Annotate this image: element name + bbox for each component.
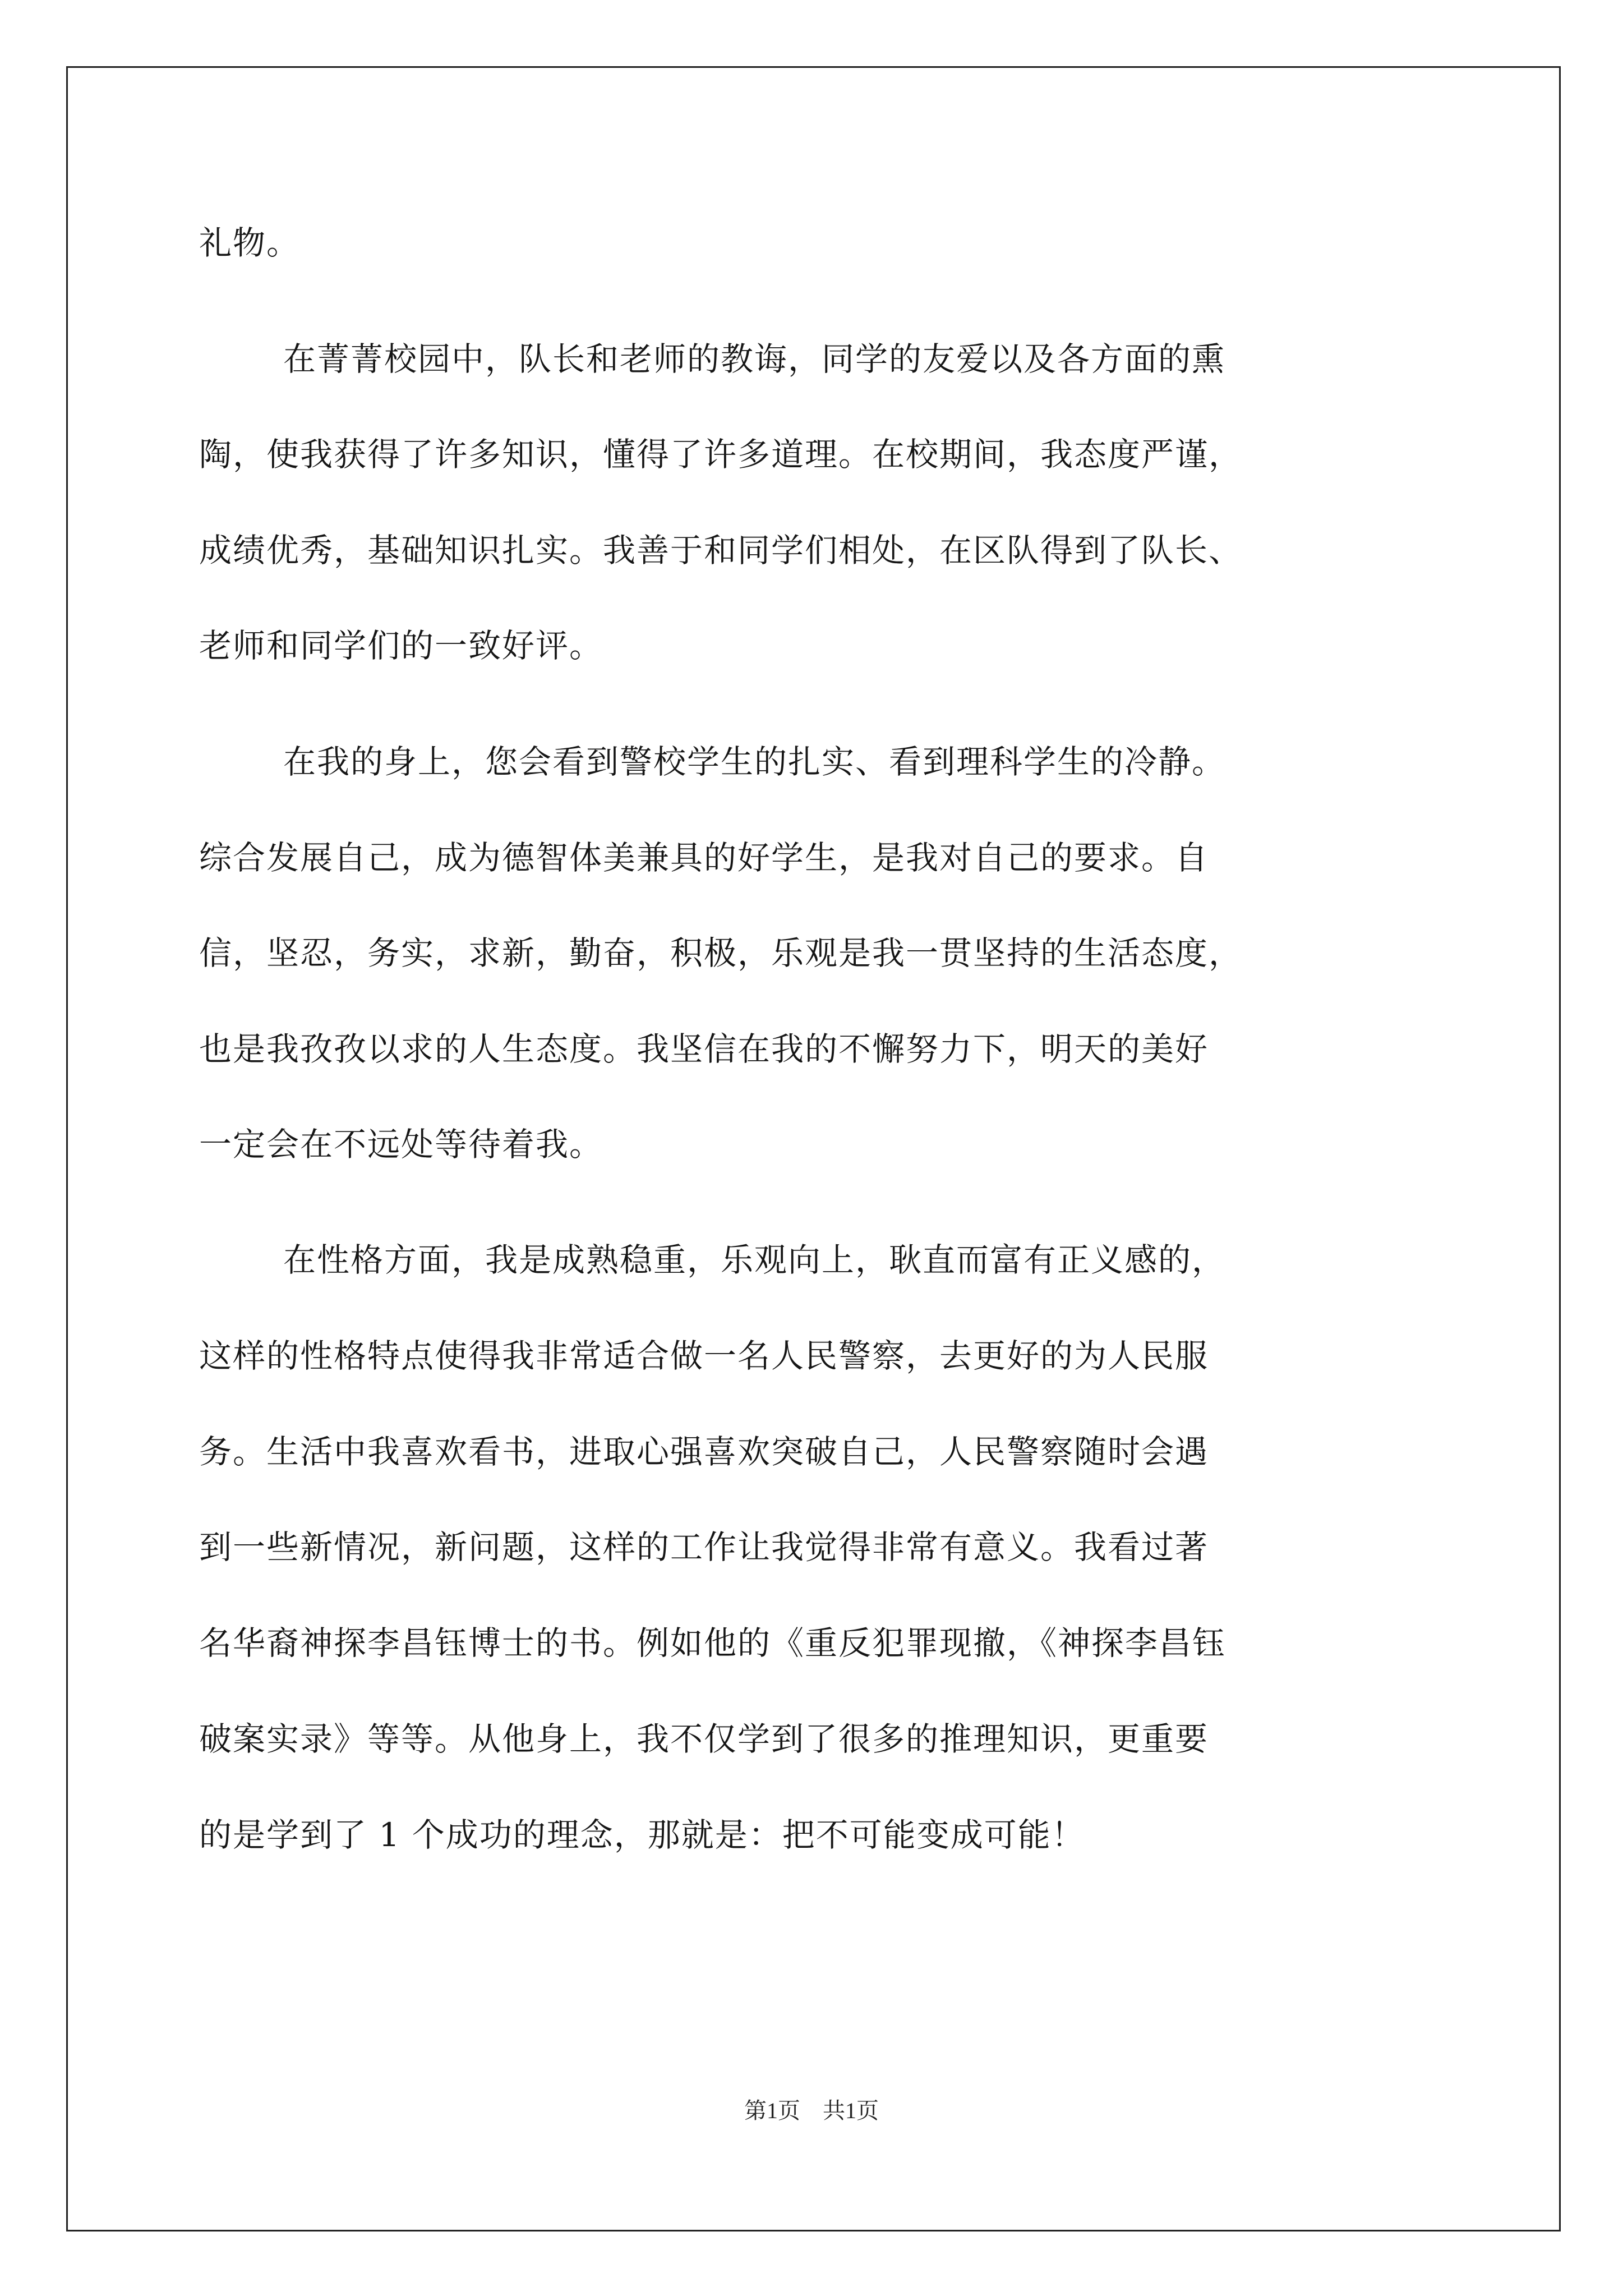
- text-line: 礼物。: [199, 224, 301, 262]
- text-line: 老师和同学们的一致好评。: [199, 627, 603, 665]
- text-line: 在我的身上，您会看到警校学生的扎实、看到理科学生的冷静。: [283, 743, 1226, 781]
- text-line: 到一些新情况，新问题，这样的工作让我觉得非常有意义。我看过著: [199, 1528, 1209, 1566]
- text-line: 一定会在不远处等待着我。: [199, 1125, 603, 1163]
- page-number-total: 共1页: [823, 2098, 879, 2123]
- text-line: 务。生活中我喜欢看书，进取心强喜欢突破自己，人民警察随时会遇: [199, 1433, 1209, 1471]
- page-footer: [0, 2097, 1623, 2125]
- text-line: 这样的性格特点使得我非常适合做一名人民警察，去更好的为人民服: [199, 1337, 1209, 1375]
- text-line: 的是学到了 1 个成功的理念，那就是：把不可能变成可能！: [199, 1816, 1085, 1854]
- text-line: 在性格方面，我是成熟稳重，乐观向上，耿直而富有正义感的，: [283, 1241, 1226, 1279]
- text-line: 在菁菁校园中，队长和老师的教诲，同学的友爱以及各方面的熏: [283, 340, 1226, 378]
- text-line: 信，坚忍，务实，求新，勤奋，积极，乐观是我一贯坚持的生活态度，: [199, 934, 1243, 972]
- text-line: 名华裔神探李昌钰博士的书。例如他的《重反犯罪现撤，《神探李昌钰: [199, 1624, 1227, 1662]
- text-line: 也是我孜孜以求的人生态度。我坚信在我的不懈努力下，明天的美好: [199, 1030, 1209, 1068]
- text-line: 破案实录》等等。从他身上，我不仅学到了很多的推理知识，更重要: [199, 1720, 1209, 1758]
- text-line: 陶，使我获得了许多知识，懂得了许多道理。在校期间，我态度严谨，: [199, 435, 1243, 473]
- page-number-current: 第1页: [744, 2098, 800, 2123]
- text-line: 成绩优秀，基础知识扎实。我善于和同学们相处，在区队得到了队长、: [199, 531, 1243, 569]
- text-line: 综合发展自己，成为德智体美兼具的好学生，是我对自己的要求。自: [199, 839, 1209, 877]
